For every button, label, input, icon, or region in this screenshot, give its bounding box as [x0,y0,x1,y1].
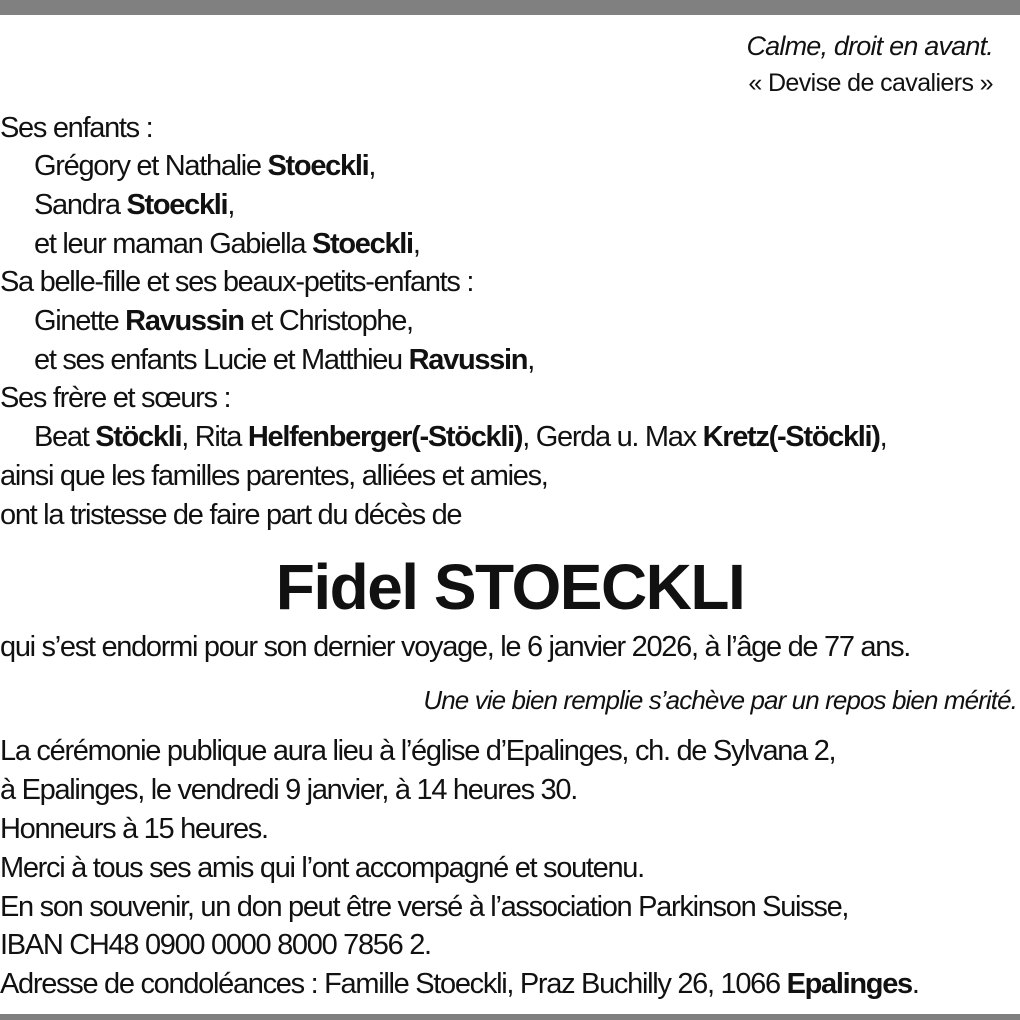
siblings-header: Ses frère et sœurs : [0,382,231,414]
text: et leur maman Gabiella [34,228,312,260]
surname: Stöckli [95,421,182,453]
surname: Helfenberger(-Stöckli) [247,421,523,453]
text: Sandra [34,189,127,221]
surname: Kretz(-Stöckli) [702,421,880,453]
children-line-3 [0,225,1020,263]
siblings-line [0,418,1020,456]
text: Beat [34,421,96,453]
children-line-1 [0,147,1020,185]
closing-quote: Une vie bien remplie s’achève par un repos bien mérité. [423,685,1017,715]
text: , [412,228,420,260]
children-header: Ses enfants : [0,112,153,144]
relatives-line: ainsi que les familles parentes, alliées et amies, [0,460,548,492]
text: , [368,150,376,182]
inlaws-line-1 [0,302,1020,340]
ceremony-line-3: Honneurs à 15 heures. [0,813,268,845]
text: , Gerda u. Max [522,421,703,453]
ceremony-line-1: La cérémonie publique aura lieu à l’église d’Epalinges, ch. de Sylvana 2, [0,735,836,767]
top-rule [0,0,1020,15]
text: Adresse de condoléances : Famille Stoeckli, Praz Buchilly 26, 1066 [0,968,787,1000]
text: , [879,421,887,453]
surname: Stoeckli [267,150,369,182]
text: et Christophe, [243,305,413,337]
ceremony-line-5: En son souvenir, un don peut être versé à l’association Parkinson Suisse, [0,891,849,923]
bottom-rule [0,1014,1020,1020]
inlaws-line-2 [0,341,1020,379]
surname: Ravussin [408,344,528,376]
text: . [911,968,919,1000]
text: , [227,189,235,221]
surname: Stoeckli [126,189,228,221]
ceremony-line-2: à Epalinges, le vendredi 9 janvier, à 14 heures 30. [0,774,577,806]
death-info: qui s’est endormi pour son dernier voyage, le 6 janvier 2026, à l’âge de 77 ans. [0,631,911,663]
locality: Epalinges [786,968,912,1000]
children-line-2 [0,186,1020,224]
text: , Rita [181,421,248,453]
motto-source: « Devise de cavaliers » [748,69,993,97]
text: , [527,344,534,376]
inlaws-header: Sa belle-fille et ses beaux-petits-enfants : [0,266,474,298]
text: et ses enfants Lucie et Matthieu [34,344,409,376]
text: Ginette [34,305,126,337]
ceremony-line-4: Merci à tous ses amis qui l’ont accompagné et soutenu. [0,852,644,884]
deceased-name: Fidel STOECKLI [275,551,745,623]
text: Grégory et Nathalie [34,150,268,182]
surname: Stoeckli [311,228,413,260]
motto: Calme, droit en avant. [746,31,993,61]
iban-line: IBAN CH48 0900 0000 8000 7856 2. [0,929,431,961]
condolences-address [0,965,1020,1003]
announcement-line: ont la tristesse de faire part du décès de [0,499,462,531]
surname: Ravussin [125,305,244,337]
